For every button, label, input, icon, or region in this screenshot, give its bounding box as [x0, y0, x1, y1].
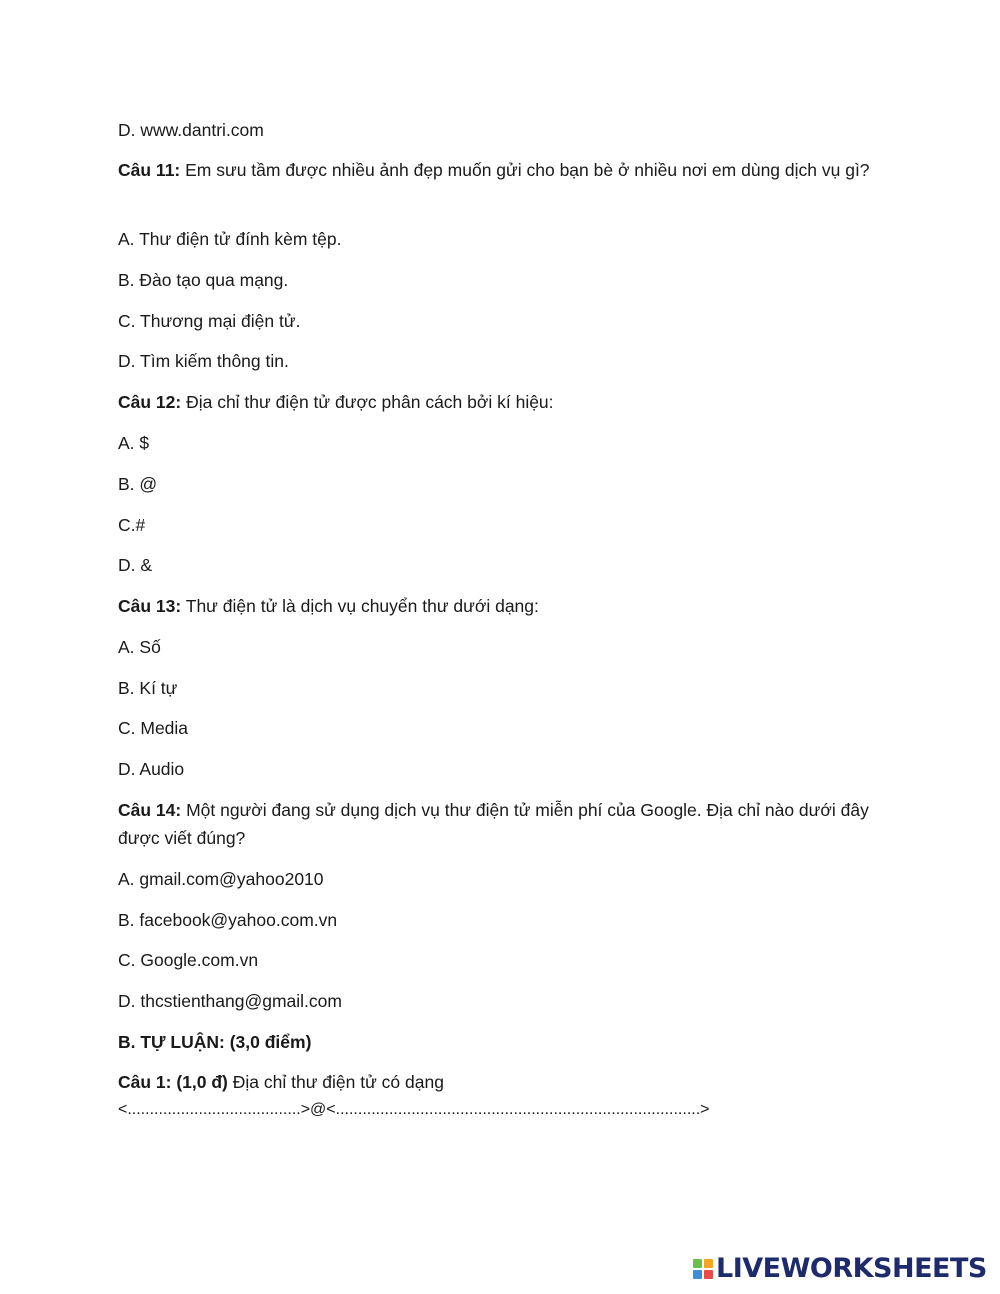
q13-option-d: D. Audio	[118, 759, 185, 779]
logo-text: LIVEWORKSHEETS	[716, 1253, 987, 1284]
q12-option-c: C.#	[118, 515, 146, 535]
q13-option-c: C. Media	[118, 718, 189, 738]
q13-option-a: A. Số	[118, 637, 161, 657]
q14-option-b: B. facebook@yahoo.com.vn	[118, 910, 338, 930]
liveworksheets-blocks-icon	[693, 1259, 713, 1279]
logo-block-green	[693, 1259, 702, 1268]
q12-option-d: D. &	[118, 555, 153, 575]
q10-option-d: D. www.dantri.com	[118, 120, 264, 140]
q12-text: Địa chỉ thư điện tử được phân cách bởi kí hiệu:	[181, 392, 554, 412]
q13-label: Câu 13:	[118, 596, 182, 616]
logo-block-orange	[704, 1259, 713, 1268]
question-12	[118, 391, 554, 413]
q14-option-c: C. Google.com.vn	[118, 950, 259, 970]
section-b-heading: B. TỰ LUẬN: (3,0 điểm)	[118, 1032, 312, 1052]
essay1-label: Câu 1: (1,0 đ)	[118, 1072, 228, 1092]
essay1-answer-blank[interactable]: <.......................................>@<..................................................................................>	[118, 1101, 710, 1118]
q13-option-b: B. Kí tự	[118, 678, 178, 698]
q14-label: Câu 14:	[118, 800, 182, 820]
logo-block-blue	[693, 1270, 702, 1279]
q14-option-d: D. thcstienthang@gmail.com	[118, 991, 342, 1011]
logo-block-red	[704, 1270, 713, 1279]
q12-label: Câu 12:	[118, 392, 182, 412]
q11-option-a: A. Thư điện tử đính kèm tệp.	[118, 229, 342, 249]
q11-option-b: B. Đào tạo qua mạng.	[118, 270, 289, 290]
q11-option-c: C. Thương mại điện tử.	[118, 311, 301, 331]
question-11	[118, 156, 888, 184]
q11-text: Em sưu tầm được nhiều ảnh đẹp muốn gửi cho bạn bè ở nhiều nơi em dùng dịch vụ gì?	[180, 160, 870, 180]
q12-option-b: B. @	[118, 474, 158, 494]
q13-text: Thư điện tử là dịch vụ chuyển thư dưới dạng:	[181, 596, 539, 616]
q14-text: Một người đang sử dụng dịch vụ thư điện tử miễn phí của Google. Địa chỉ nào dưới đây được viết đúng?	[118, 800, 869, 848]
q11-option-d: D. Tìm kiếm thông tin.	[118, 351, 289, 371]
essay1-text: Địa chỉ thư điện tử có dạng	[227, 1072, 444, 1092]
question-14	[118, 796, 888, 852]
essay-question-1	[118, 1071, 444, 1093]
liveworksheets-logo	[693, 1254, 987, 1284]
question-13	[118, 595, 539, 617]
q14-option-a: A. gmail.com@yahoo2010	[118, 869, 324, 889]
q11-label: Câu 11:	[118, 160, 181, 180]
q12-option-a: A. $	[118, 433, 150, 453]
